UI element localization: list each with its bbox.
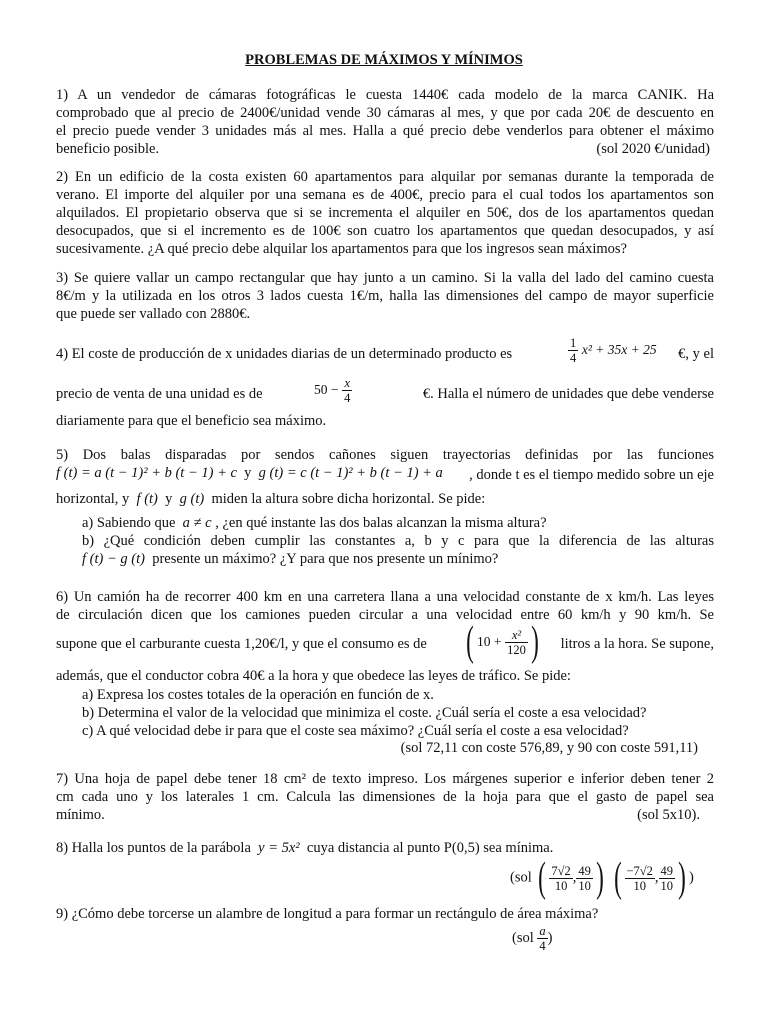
problem-6-line: de circulación dicen que los camiones pueden circular a una velocidad entre 60 km/h y 90 km/h. Se (56, 607, 714, 623)
fraction-numerator: 49 (578, 863, 591, 878)
formula: a ≠ c (182, 515, 212, 531)
problem-6 (56, 588, 714, 624)
problem-2-line: alquilados. El propietario observa que si se incrementa el alquiler en 50€, dos de los apartamentos quedan (56, 205, 714, 221)
solution-label: (sol (510, 869, 532, 886)
problem-1-line: el precio puede vender 3 unidades más al mes. Halla a qué precio debe venderlos para obtener el máximo (56, 123, 714, 139)
problem-1-line: beneficio posible. (56, 141, 160, 157)
right-paren: ) (596, 855, 604, 901)
problem-7-line: cm cada uno y los laterales 1 cm. Calcula las dimensiones de la hoja para que el gasto de papel sea (56, 789, 714, 805)
problem-6-line-4: además, que el conductor cobra 40€ a la hora y que obedece las leyes de tráfico. Se pide: (56, 668, 571, 684)
left-paren: ( (613, 855, 622, 901)
problem-9-solution (512, 924, 552, 953)
formula: f (t) − g (t) (82, 551, 145, 567)
page-title: PROBLEMAS DE MÁXIMOS Y MÍNIMOS (245, 52, 523, 68)
solution-close: ) (547, 930, 553, 946)
text: , ¿en qué instante las dos balas alcanzan la misma altura? (215, 515, 547, 531)
problem-6-formula (463, 619, 542, 665)
problem-4-line-1-text: 4) El coste de producción de x unidades diarias de un determinado producto es (56, 346, 513, 362)
problem-6-solution: (sol 72,11 con coste 576,89, y 90 con coste 591,11) (400, 740, 698, 756)
problem-5-line-1: 5) Dos balas disparadas por sendos cañones siguen trayectorias definidas por las funciones (56, 447, 714, 463)
fraction-numerator: x² (505, 628, 528, 643)
problem-3-line: 3) Se quiere vallar un campo rectangular que hay junto a un camino. Si la valla del lado del camino cuesta (56, 270, 714, 286)
text: horizontal, y (56, 491, 130, 507)
problem-5-part-b-line-2 (82, 550, 498, 568)
fraction-denominator: 4 (539, 939, 546, 953)
fraction-denominator: 4 (570, 351, 577, 365)
fraction-denominator: 4 (344, 391, 351, 405)
fraction (625, 864, 655, 893)
problem-7-line: 7) Una hoja de papel debe tener 18 cm² de texto impreso. Los márgenes superior e inferior deben tener 2 (56, 771, 714, 787)
right-paren: ) (531, 619, 539, 665)
text: a) Sabiendo que (82, 515, 176, 531)
fraction-numerator: −7√2 (626, 863, 653, 878)
problem-2-line: 2) En un edificio de la costa existen 60 apartamentos para alquilar por semanas durante la temporada de (56, 169, 714, 185)
conjunction: y (165, 491, 173, 507)
problem-9-line: 9) ¿Cómo debe torcerse un alambre de longitud a para formar un rectángulo de área máxima? (56, 906, 599, 922)
problem-4-formula-2 (314, 376, 352, 405)
fraction-denominator: 10 (554, 878, 568, 893)
fraction-denominator: 10 (578, 878, 591, 893)
problem-7-solution: (sol 5x10). (637, 807, 700, 823)
problem-5-part-a (82, 514, 547, 532)
problem-6-line-3-tail: litros a la hora. Se supone, (560, 636, 714, 652)
problem-5-line-2 (56, 465, 443, 482)
text: presente un máximo? ¿Y para que nos presente un mínimo? (152, 551, 499, 567)
fraction (505, 628, 528, 657)
formula-expression: 50 − (314, 381, 339, 397)
problem-6-line-3-text: supone que el carburante cuesta 1,20€/l, y que el consumo es de (56, 636, 427, 652)
formula-ft: f (t) (136, 491, 158, 507)
fraction-denominator: 10 (660, 878, 674, 893)
problem-4-line-2-tail: €. Halla el número de unidades que debe venderse (422, 386, 714, 402)
conjunction: y (244, 465, 252, 481)
formula-f: f (t) = a (t − 1)² + b (t − 1) + c (56, 465, 237, 481)
problem-8-line (56, 840, 553, 857)
fraction (659, 864, 676, 893)
problem-4-line-3: diariamente para que el beneficio sea máximo. (56, 413, 327, 429)
problem-8-solution: (sol ( $\frac{7√2}{10}$ , $\frac{49}{10}$ ) ( $\frac{-7√2}{10}$ , $\frac{49}{10}$ ) ) (510, 855, 694, 901)
problem-7 (56, 770, 714, 824)
fraction (568, 336, 578, 365)
problem-5-line-2-tail: , donde t es el tiempo medido sobre un eje (469, 467, 714, 483)
problem-6-line: 6) Un camión ha de recorrer 400 km en una carretera llana a una velocidad constante de x km/h. Las leyes (56, 589, 714, 605)
problem-6-part-b: b) Determina el valor de la velocidad que minimiza el coste. ¿Cuál sería el coste a esa velocidad? (82, 705, 647, 721)
left-paren: ( (538, 855, 547, 901)
problem-2-line: desocupados, que si el incremento es de 100€ son cuatro los apartamentos que quedan desocupados, y así (56, 223, 714, 239)
fraction-numerator: 1 (570, 336, 577, 350)
right-paren: ) (678, 855, 686, 901)
fraction-numerator: a (539, 924, 546, 938)
problem-5-line-3 (56, 491, 485, 508)
fraction-denominator: 120 (507, 642, 526, 657)
problem-4-line-1-tail: €, y el (678, 346, 714, 362)
text: 8) Halla los puntos de la parábola (56, 840, 251, 856)
left-paren: ( (466, 619, 474, 665)
fraction-numerator: x (342, 376, 352, 391)
problem-3 (56, 269, 714, 323)
problem-6-part-a: a) Expresa los costes totales de la operación en función de x. (82, 687, 434, 703)
fraction-numerator: 7√2 (551, 863, 571, 878)
fraction-denominator: 10 (633, 878, 646, 893)
formula-gt: g (t) (179, 491, 205, 507)
fraction (576, 864, 593, 893)
fraction (549, 864, 572, 893)
problem-2 (56, 168, 714, 258)
formula-g: g (t) = c (t − 1)² + b (t − 1) + a (258, 465, 443, 481)
text: miden la altura sobre dicha horizontal. Se pide: (211, 491, 486, 507)
problem-6-part-c: c) A qué velocidad debe ir para que el coste sea máximo? ¿Cuál sería el coste a esa velocidad? (82, 723, 629, 739)
problem-4-line-2-text: precio de venta de una unidad es de (56, 386, 263, 402)
problem-3-line: 8€/m y la utilizada en los otros 3 lados cuesta 1€/m, halla las dimensiones del campo de mayor superficie (56, 288, 714, 304)
problem-1 (56, 86, 714, 158)
formula-expression: x² + 35x + 25 (581, 341, 657, 357)
problem-1-line: 1) A un vendedor de cámaras fotográficas le cuesta 1440€ cada modelo de la marca CANIK. Ha (56, 87, 714, 103)
solution-close: ) (689, 869, 694, 886)
problem-5-part-b-line-1: b) ¿Qué condición deben cumplir las constantes a, b y c para que la diferencia de las alturas (82, 533, 714, 549)
problem-7-line: mínimo. (56, 807, 105, 823)
text: cuya distancia al punto P(0,5) sea mínima. (306, 840, 554, 856)
formula: y = 5x² (258, 840, 300, 856)
formula-expression: 10 + (477, 634, 502, 649)
problem-2-line: sucesivamente. ¿A qué precio debe alquilar los apartamentos para que los ingresos sean máximos? (56, 241, 627, 257)
problem-1-solution: (sol 2020 €/unidad) (596, 141, 710, 157)
problem-3-line: que puede ser vallado con 2880€. (56, 306, 251, 322)
fraction-numerator: 49 (660, 863, 674, 878)
problem-4-formula (568, 336, 657, 365)
problem-1-line: comprobado que al precio de 2400€/unidad vende 30 cámaras al mes, y que por cada 20€ de descuento en (56, 105, 714, 121)
fraction (537, 924, 547, 953)
fraction (342, 376, 352, 405)
solution-label: (sol (512, 930, 534, 946)
problem-2-line: verano. El importe del alquiler por una semana es de 400€, precio para el cual todos los apartamentos son (56, 187, 714, 203)
